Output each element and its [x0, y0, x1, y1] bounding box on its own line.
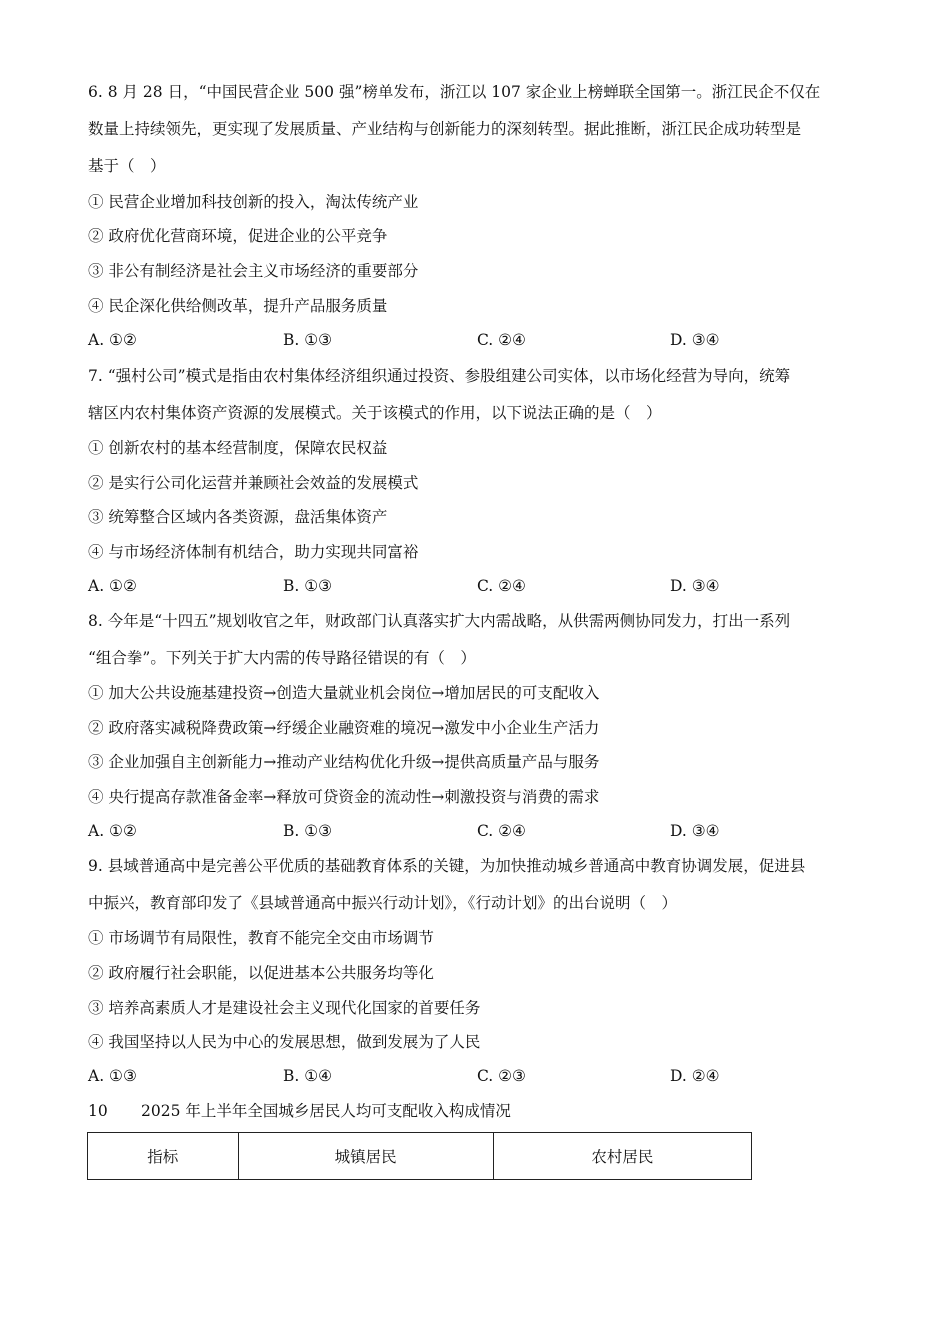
q7-option-d[interactable]: D. ③④ — [670, 577, 720, 595]
q8-statement-1: ① 加大公共设施基建投资→创造大量就业机会岗位→增加居民的可支配收入 — [88, 684, 600, 702]
q7-statement-4: ④ 与市场经济体制有机结合，助力实现共同富裕 — [88, 543, 419, 561]
q8-stem-line: “组合拳”。下列关于扩大内需的传导路径错误的有（ ） — [88, 649, 476, 667]
q6-statement-1: ① 民营企业增加科技创新的投入，淘汰传统产业 — [88, 193, 419, 211]
table-header-row — [88, 1133, 752, 1180]
q9-stem-line: 中振兴，教育部印发了《县域普通高中振兴行动计划》，《行动计划》的出台说明（ ） — [88, 894, 678, 912]
q9-option-a[interactable]: A. ①③ — [88, 1067, 137, 1085]
q6-option-a[interactable]: A. ①② — [88, 331, 137, 349]
q8-statement-3: ③ 企业加强自主创新能力→推动产业结构优化升级→提供高质量产品与服务 — [88, 753, 600, 771]
q8-option-c[interactable]: C. ②④ — [477, 822, 526, 840]
q8-option-a[interactable]: A. ①② — [88, 822, 137, 840]
table-header-cell: 城镇居民 — [238, 1133, 493, 1180]
q9-statement-4: ④ 我国坚持以人民为中心的发展思想，做到发展为了人民 — [88, 1033, 481, 1051]
q6-stem-line: 数量上持续领先，更实现了发展质量、产业结构与创新能力的深刻转型。据此推断，浙江民企成功转型是 — [88, 120, 802, 138]
income-table — [87, 1132, 752, 1180]
q9-option-b[interactable]: B. ①④ — [283, 1067, 333, 1085]
q9-statement-1: ① 市场调节有局限性，教育不能完全交由市场调节 — [88, 929, 434, 947]
q7-stem-line: 7. “强村公司”模式是指由农村集体经济组织通过投资、参股组建公司实体，以市场化经营为导向，统筹 — [88, 367, 791, 385]
q6-statement-2: ② 政府优化营商环境，促进企业的公平竞争 — [88, 227, 388, 245]
q9-statement-2: ② 政府履行社会职能，以促进基本公共服务均等化 — [88, 964, 434, 982]
q8-statement-2: ② 政府落实减税降费政策→纾缓企业融资难的境况→激发中小企业生产活力 — [88, 719, 600, 737]
q8-stem-line: 8. 今年是“十四五”规划收官之年，财政部门认真落实扩大内需战略，从供需两侧协同发力，打出一系列 — [88, 612, 791, 630]
q7-statement-3: ③ 统筹整合区域内各类资源，盘活集体资产 — [88, 508, 388, 526]
q10-number: 10 — [88, 1102, 108, 1120]
q7-option-a[interactable]: A. ①② — [88, 577, 137, 595]
q8-statement-4: ④ 央行提高存款准备金率→释放可贷资金的流动性→刺激投资与消费的需求 — [88, 788, 600, 806]
table-header-cell: 农村居民 — [493, 1133, 751, 1180]
q9-option-d[interactable]: D. ②④ — [670, 1067, 720, 1085]
q6-option-c[interactable]: C. ②④ — [477, 331, 526, 349]
q8-option-d[interactable]: D. ③④ — [670, 822, 720, 840]
q10-table-caption: 2025 年上半年全国城乡居民人均可支配收入构成情况 — [141, 1102, 511, 1120]
q7-statement-2: ② 是实行公司化运营并兼顾社会效益的发展模式 — [88, 474, 419, 492]
q7-option-c[interactable]: C. ②④ — [477, 577, 526, 595]
q6-statement-4: ④ 民企深化供给侧改革，提升产品服务质量 — [88, 297, 388, 315]
q6-statement-3: ③ 非公有制经济是社会主义市场经济的重要部分 — [88, 262, 419, 280]
q6-option-d[interactable]: D. ③④ — [670, 331, 720, 349]
q8-option-b[interactable]: B. ①③ — [283, 822, 333, 840]
q9-option-c[interactable]: C. ②③ — [477, 1067, 526, 1085]
q9-statement-3: ③ 培养高素质人才是建设社会主义现代化国家的首要任务 — [88, 999, 481, 1017]
q6-option-b[interactable]: B. ①③ — [283, 331, 333, 349]
table-header-cell: 指标 — [88, 1133, 239, 1180]
q7-option-b[interactable]: B. ①③ — [283, 577, 333, 595]
q7-stem-line: 辖区内农村集体资产资源的发展模式。关于该模式的作用，以下说法正确的是（ ） — [88, 404, 662, 422]
q9-stem-line: 9. 县域普通高中是完善公平优质的基础教育体系的关键，为加快推动城乡普通高中教育协调发展，促进县 — [88, 857, 806, 875]
q7-statement-1: ① 创新农村的基本经营制度，保障农民权益 — [88, 439, 388, 457]
q6-stem-line: 基于（ ） — [88, 157, 166, 175]
q6-stem-line: 6. 8 月 28 日，“中国民营企业 500 强”榜单发布，浙江以 107 家企业上榜蝉联全国第一。浙江民企不仅在 — [88, 83, 821, 101]
